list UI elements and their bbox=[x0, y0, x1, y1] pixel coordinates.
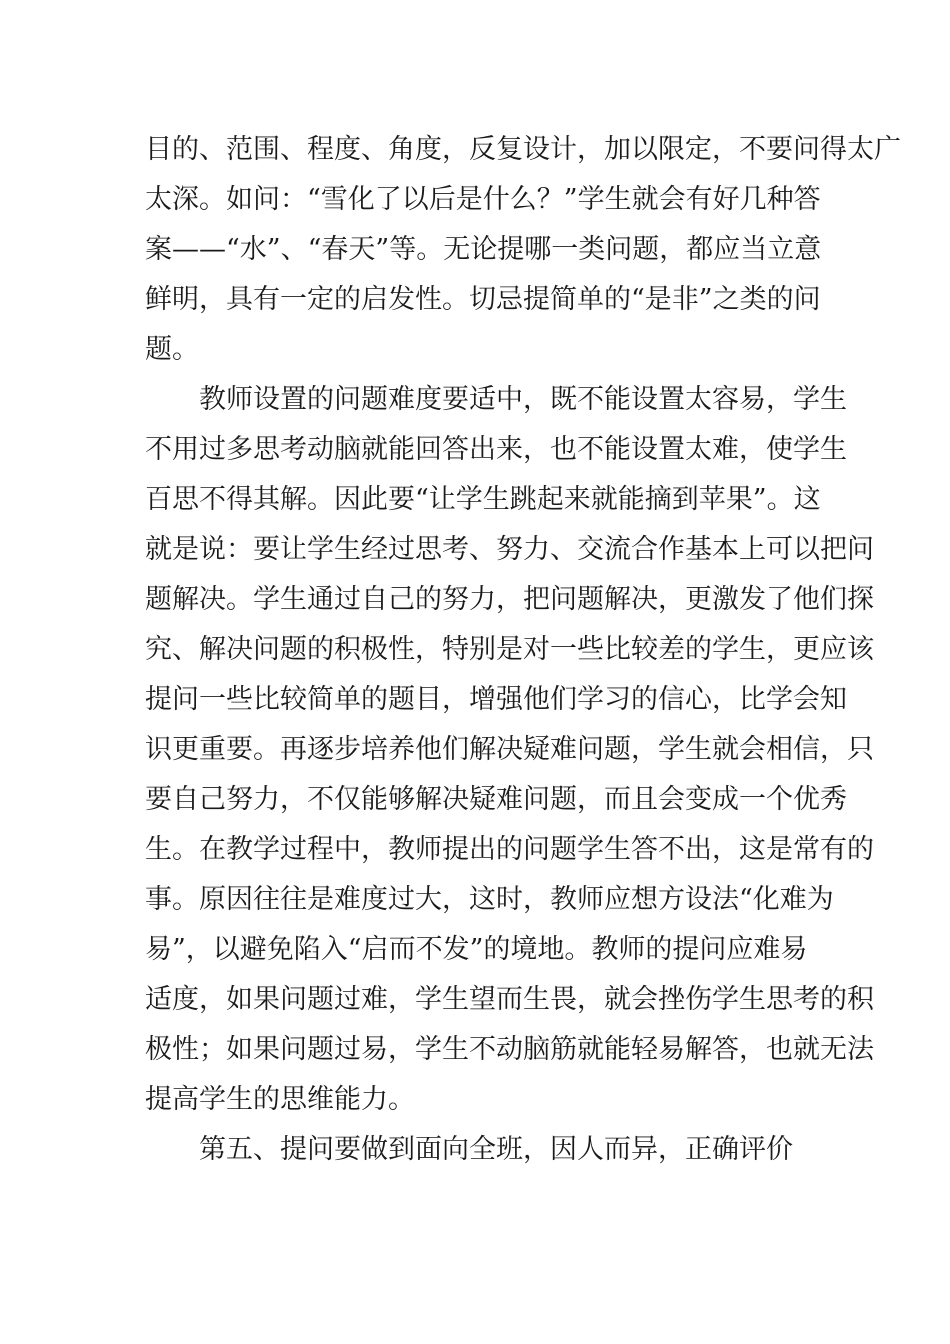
text-line: 提问一些比较简单的题目，增强他们学习的信心，比学会知 bbox=[145, 684, 847, 715]
text-line: 极性；如果问题过易，学生不动脑筋就能轻易解答，也就无法 bbox=[145, 1034, 874, 1065]
text-line: 鲜明，具有一定的启发性。切忌提简单的“是非”之类的问 bbox=[145, 284, 821, 315]
text-line: 事。原因往往是难度过大，这时，教师应想方设法“化难为 bbox=[145, 884, 834, 915]
text-line: 就是说：要让学生经过思考、努力、交流合作基本上可以把问 bbox=[145, 534, 874, 565]
paragraph-1 bbox=[145, 125, 901, 375]
paragraph-2 bbox=[145, 375, 874, 1125]
text-line: 目的、范围、程度、角度，反复设计，加以限定，不要问得太广 bbox=[145, 134, 901, 165]
text-line: 适度，如果问题过难，学生望而生畏，就会挫伤学生思考的积 bbox=[145, 984, 874, 1015]
text-line: 要自己努力，不仅能够解决疑难问题，而且会变成一个优秀 bbox=[145, 784, 847, 815]
text-line: 案——“水”、“春天”等。无论提哪一类问题，都应当立意 bbox=[145, 234, 822, 265]
text-line: 易”，以避免陷入“启而不发”的境地。教师的提问应难易 bbox=[145, 934, 808, 965]
text-line: 不用过多思考动脑就能回答出来，也不能设置太难，使学生 bbox=[145, 434, 847, 465]
text-line: 识更重要。再逐步培养他们解决疑难问题，学生就会相信，只 bbox=[145, 734, 874, 765]
text-line: 题。 bbox=[145, 334, 199, 365]
paragraph-3-heading bbox=[145, 1125, 807, 1175]
text-line: 教师设置的问题难度要适中，既不能设置太容易，学生 bbox=[199, 384, 847, 415]
text-line: 百思不得其解。因此要“让学生跳起来就能摘到苹果”。这 bbox=[145, 484, 821, 515]
text-line: 题解决。学生通过自己的努力，把问题解决，更激发了他们探 bbox=[145, 584, 874, 615]
section-heading: 第五、提问要做到面向全班，因人而异，正确评价 bbox=[199, 1134, 793, 1165]
body-text bbox=[145, 125, 901, 1175]
text-line: 提高学生的思维能力。 bbox=[145, 1084, 415, 1115]
text-line: 究、解决问题的积极性，特别是对一些比较差的学生，更应该 bbox=[145, 634, 874, 665]
text-line: 生。在教学过程中，教师提出的问题学生答不出，这是常有的 bbox=[145, 834, 874, 865]
text-line: 太深。如问：“雪化了以后是什么？”学生就会有好几种答 bbox=[145, 184, 821, 215]
